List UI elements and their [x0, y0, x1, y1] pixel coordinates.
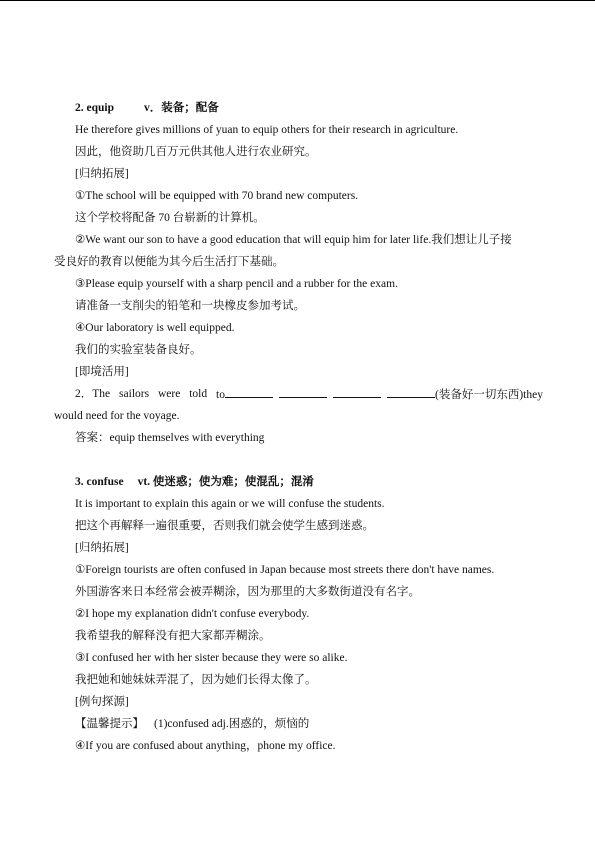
confuse-tag-examples: [例句探源]	[75, 696, 129, 708]
equip-exercise-line-1	[75, 387, 543, 402]
answer-blank-2	[279, 387, 327, 398]
equip-heading-definition: v．装备；配备	[144, 102, 219, 114]
exercise-word: to	[216, 389, 225, 401]
confuse-example-zh: 把这个再解释一遍很重要，否则我们就会使学生感到迷惑。	[75, 520, 374, 532]
confuse-tag-expand: [归纳拓展]	[75, 542, 129, 554]
equip-item-3-zh: 请准备一支削尖的铅笔和一块橡皮参加考试。	[75, 300, 305, 312]
confuse-item-2-zh: 我希望我的解释没有把大家都弄糊涂。	[75, 630, 271, 642]
equip-item-1-zh: 这个学校将配备 70 台崭新的计算机。	[75, 212, 265, 224]
equip-example-en: He therefore gives millions of yuan to equip others for their research in agriculture.	[75, 124, 459, 136]
tip-label: 【温馨提示】	[75, 718, 144, 730]
equip-heading-word: 2. equip	[75, 102, 114, 114]
confuse-item-3-zh: 我把她和她妹妹弄混了，因为她们长得太像了。	[75, 674, 317, 686]
confuse-tip	[75, 717, 555, 731]
confuse-item-3-en: ③I confused her with her sister because they were so alike.	[75, 652, 348, 664]
confuse-last-example: ④If you are confused about anything，phone my office.	[75, 740, 336, 752]
exercise-word: were	[157, 388, 181, 400]
confuse-example-en: It is important to explain this again or we will confuse the students.	[75, 498, 385, 510]
equip-item-2-zh: 受良好的教育以便能为其今后生活打下基础。	[54, 256, 284, 268]
equip-tag-practice: [即境活用]	[75, 366, 129, 378]
tip-text: (1)confused adj.困惑的，烦恼的	[154, 718, 310, 730]
page-top-border	[0, 0, 595, 1]
equip-exercise-line-2: would need for the voyage.	[54, 410, 180, 422]
equip-tag-expand: [归纳拓展]	[75, 168, 129, 180]
confuse-heading-word: 3. confuse	[75, 476, 124, 488]
equip-item-2-en: ②We want our son to have a good education that will equip him for later life.我们想让儿子接	[75, 234, 512, 246]
equip-heading	[75, 101, 555, 115]
equip-item-1-en: ①The school will be equipped with 70 brand new computers.	[75, 190, 359, 202]
exercise-word: sailors	[119, 388, 150, 400]
exercise-hint: (装备好一切东西)they	[434, 389, 543, 401]
answer-blank-3	[333, 387, 381, 398]
confuse-item-1-en: ①Foreign tourists are often confused in Japan because most streets there don't have names.	[75, 564, 495, 576]
confuse-heading-definition: vt. 使迷惑；使为难；使混乱；混淆	[137, 476, 314, 488]
equip-answer: 答案：equip themselves with everything	[75, 432, 265, 444]
equip-item-3-en: ③Please equip yourself with a sharp pencil and a rubber for the exam.	[75, 278, 398, 290]
equip-example-zh: 因此，他资助几百万元供其他人进行农业研究。	[75, 146, 317, 158]
confuse-item-2-en: ②I hope my explanation didn't confuse everybody.	[75, 608, 310, 620]
equip-item-4-zh: 我们的实验室装备良好。	[75, 344, 202, 356]
answer-blank-1	[225, 387, 273, 398]
confuse-heading	[75, 475, 555, 489]
equip-item-4-en: ④Our laboratory is well equipped.	[75, 322, 235, 334]
exercise-word: told	[189, 388, 208, 400]
answer-blank-4	[387, 387, 435, 398]
confuse-item-1-zh: 外国游客来日本经常会被弄糊涂，因为那里的大多数街道没有名字。	[75, 586, 420, 598]
exercise-word: 2．The	[75, 388, 111, 400]
